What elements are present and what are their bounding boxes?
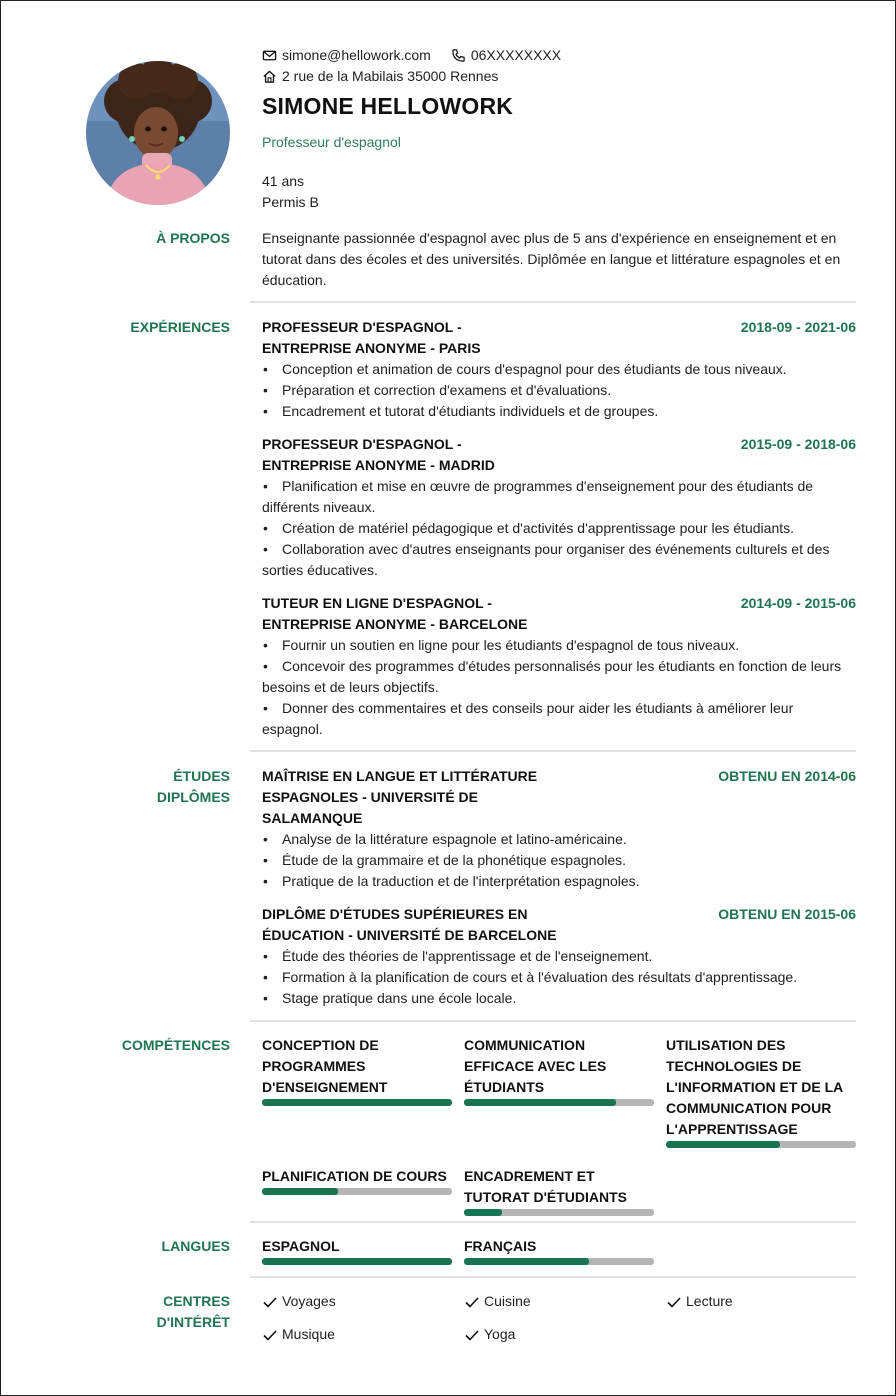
candidate-name: SIMONE HELLOWORK: [262, 93, 514, 119]
education-date: OBTENU EN 2015-06: [718, 906, 856, 922]
experience-date: 2015-09 - 2018-06: [740, 436, 856, 452]
education-title: MAÎTRISE EN LANGUE ET LITTÉRATURE ESPAGNOLES - UNIVERSITÉ DE SALAMANQUE: [262, 768, 538, 826]
education-list: [262, 766, 856, 1021]
list-item: • Concevoir des programmes d'études personnalisés pour les étudiants en fonction de leurs besoins et de leurs objectifs.: [262, 656, 856, 698]
skill-name: UTILISATION DES TECHNOLOGIES DE L'INFORMATION ET DE LA COMMUNICATION POUR L'APPRENTISSAGE: [666, 1037, 843, 1137]
email-text: simone@hellowork.com: [282, 47, 431, 63]
age: 41 ans: [262, 173, 305, 189]
phone-item[interactable]: [451, 45, 561, 66]
address-item: [262, 66, 498, 87]
skill-level-bar: [666, 1141, 856, 1148]
language-level-fill: [262, 1258, 452, 1265]
section-label-about: À PROPOS: [156, 230, 230, 246]
list-item: • Étude de la grammaire et de la phonétique espagnoles.: [262, 850, 856, 871]
list-item: • Création de matériel pédagogique et d'activités d'apprentissage pour les étudiants.: [262, 518, 856, 539]
education-date: OBTENU EN 2014-06: [718, 768, 856, 784]
list-item: • Donner des commentaires et des conseils pour aider les étudiants à améliorer leur espagnol.: [262, 698, 856, 740]
skill-item: [262, 1166, 452, 1216]
list-item: • Analyse de la littérature espagnole et latino-américaine.: [262, 829, 856, 850]
experience-entry: [262, 593, 856, 740]
list-item: • Préparation et correction d'examens et d'évaluations.: [262, 380, 856, 401]
checkmark-icon: [464, 1327, 480, 1343]
skills-grid: [262, 1035, 856, 1234]
interest-item: [464, 1324, 666, 1345]
interest-label: Lecture: [686, 1293, 733, 1309]
experience-title: TUTEUR EN LIGNE D'ESPAGNOL - ENTREPRISE ANONYME - BARCELONE: [262, 595, 528, 632]
skill-name: PLANIFICATION DE COURS: [262, 1168, 447, 1184]
list-item: • Pratique de la traduction et de l'interprétation espagnoles.: [262, 871, 856, 892]
experience-date: 2018-09 - 2021-06: [740, 319, 856, 335]
skill-item: [262, 1035, 452, 1148]
avatar: [86, 61, 230, 205]
experience-title: PROFESSEUR D'ESPAGNOL - ENTREPRISE ANONYME - MADRID: [262, 436, 495, 473]
education-title: DIPLÔME D'ÉTUDES SUPÉRIEURES EN ÉDUCATION - UNIVERSITÉ DE BARCELONE: [262, 906, 557, 943]
list-item: • Étude des théories de l'apprentissage et de l'enseignement.: [262, 946, 856, 967]
language-item: [262, 1236, 452, 1265]
education-entry: [262, 766, 856, 892]
interest-item: [464, 1291, 666, 1312]
checkmark-icon: [262, 1294, 278, 1310]
section-label-line: CENTRES: [163, 1293, 230, 1309]
phone-icon: [451, 48, 466, 63]
section-label-line: D'INTÉRÊT: [156, 1314, 230, 1330]
section-label-skills: COMPÉTENCES: [121, 1037, 230, 1053]
list-item: • Planification et mise en œuvre de programmes d'enseignement pour des étudiants de différents niveaux.: [262, 476, 856, 518]
interests-list: [262, 1291, 856, 1345]
skill-level-fill: [464, 1209, 502, 1216]
about-text: Enseignante passionnée d'espagnol avec plus de 5 ans d'expérience en enseignement et en tutorat dans des écoles et des universités. Diplômée en langue et littérature espagnoles et en éducation.: [262, 230, 841, 288]
skill-level-bar: [262, 1099, 452, 1106]
section-label-line: DIPLÔMES: [156, 789, 230, 805]
skill-level-fill: [666, 1141, 780, 1148]
section-label-interests: [30, 1291, 230, 1333]
divider: [250, 1221, 856, 1223]
list-item: • Stage pratique dans une école locale.: [262, 988, 856, 1009]
skill-name: ENCADREMENT ET TUTORAT D'ÉTUDIANTS: [464, 1168, 628, 1205]
experience-title: PROFESSEUR D'ESPAGNOL - ENTREPRISE ANONYME - PARIS: [262, 319, 481, 356]
personal-info: [262, 171, 319, 213]
language-level-bar: [464, 1258, 654, 1265]
interest-label: Yoga: [484, 1326, 516, 1342]
envelope-icon: [262, 48, 277, 63]
skill-item: [464, 1035, 654, 1148]
skill-level-bar: [464, 1099, 654, 1106]
divider: [250, 1020, 856, 1022]
phone-text: 06XXXXXXXX: [470, 47, 562, 63]
experience-entry: [262, 434, 856, 581]
skill-level-bar: [464, 1209, 654, 1216]
skill-level-fill: [464, 1099, 616, 1106]
resume-header: [1, 1, 896, 226]
interest-label: Musique: [282, 1326, 335, 1342]
email-item[interactable]: [262, 45, 431, 66]
section-label-languages: LANGUES: [161, 1238, 230, 1254]
interest-label: Cuisine: [484, 1293, 531, 1309]
education-entry: [262, 904, 856, 1009]
language-name: FRANÇAIS: [464, 1238, 537, 1254]
avatar-illustration: [86, 61, 230, 205]
skill-level-fill: [262, 1099, 452, 1106]
divider: [250, 1276, 856, 1278]
experience-entry: [262, 317, 856, 422]
section-label-experiences: EXPÉRIENCES: [130, 319, 230, 335]
address-text: 2 rue de la Mabilais 35000 Rennes: [282, 68, 499, 84]
skill-level-fill: [262, 1188, 338, 1195]
interest-item: [262, 1324, 464, 1345]
interest-label: Voyages: [282, 1293, 336, 1309]
list-item: • Fournir un soutien en ligne pour les étudiants d'espagnol de tous niveaux.: [262, 635, 856, 656]
contact-block: [262, 45, 575, 87]
checkmark-icon: [464, 1294, 480, 1310]
list-item: • Encadrement et tutorat d'étudiants individuels et de groupes.: [262, 401, 856, 422]
home-icon: [262, 69, 277, 84]
list-item: • Collaboration avec d'autres enseignants pour organiser des événements culturels et des sorties éducatives.: [262, 539, 856, 581]
driving-license: Permis B: [262, 194, 319, 210]
language-level-bar: [262, 1258, 452, 1265]
interest-item: [666, 1291, 856, 1312]
divider: [250, 750, 856, 752]
checkmark-icon: [262, 1327, 278, 1343]
checkmark-icon: [666, 1294, 682, 1310]
skill-item: [464, 1166, 654, 1216]
skill-name: CONCEPTION DE PROGRAMMES D'ENSEIGNEMENT: [262, 1037, 388, 1095]
experiences-list: [262, 317, 856, 752]
skill-name: COMMUNICATION EFFICACE AVEC LES ÉTUDIANTS: [464, 1037, 607, 1095]
language-name: ESPAGNOL: [262, 1238, 340, 1254]
experience-date: 2014-09 - 2015-06: [740, 595, 856, 611]
list-item: • Formation à la planification de cours et à l'évaluation des résultats d'apprentissage.: [262, 967, 856, 988]
language-item: [464, 1236, 654, 1265]
skill-level-bar: [262, 1188, 452, 1195]
section-label-education: [30, 766, 230, 808]
skill-item: [666, 1035, 856, 1148]
section-label-line: ÉTUDES: [173, 768, 230, 784]
language-level-fill: [464, 1258, 589, 1265]
list-item: • Conception et animation de cours d'espagnol pour des étudiants de tous niveaux.: [262, 359, 856, 380]
interest-item: [262, 1291, 464, 1312]
job-title: Professeur d'espagnol: [262, 134, 401, 150]
divider: [250, 301, 856, 303]
